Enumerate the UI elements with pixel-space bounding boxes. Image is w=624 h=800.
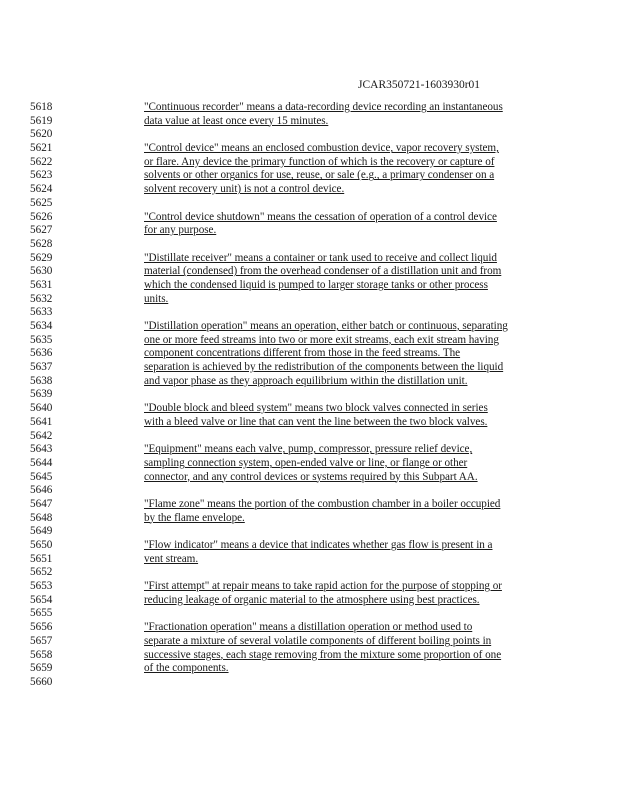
line-number: 5660 (30, 675, 53, 688)
text-line (0, 347, 624, 361)
text-line (0, 662, 624, 676)
line-text: "Flow indicator" means a device that indicates whether gas flow is present in a (144, 539, 493, 551)
text-line (0, 484, 624, 498)
line-number: 5626 (30, 210, 53, 223)
line-number: 5641 (30, 415, 53, 428)
text-line (0, 142, 624, 156)
line-number: 5635 (30, 333, 53, 346)
text-line (0, 607, 624, 621)
line-number: 5656 (30, 621, 53, 634)
line-text: solvents or other organics for use, reuse, or sale (e.g., a primary condenser on a (144, 169, 495, 182)
text-line (0, 320, 624, 334)
text-line (0, 498, 624, 512)
text-line (0, 525, 624, 539)
line-text: material (condensed) from the overhead condenser of a distillation unit and from (144, 265, 502, 278)
line-text: vent stream. (144, 552, 199, 565)
line-text: "Continuous recorder" means a data-recording device recording an instantaneous (144, 101, 503, 113)
line-number: 5650 (30, 539, 53, 551)
line-text: units. (144, 292, 169, 305)
line-number: 5623 (30, 169, 53, 182)
text-line (0, 101, 624, 115)
line-text: "First attempt" at repair means to take rapid action for the purpose of stopping or (144, 580, 502, 593)
line-number: 5633 (30, 306, 53, 319)
text-line (0, 156, 624, 170)
text-line (0, 443, 624, 457)
line-numbered-text-body (0, 101, 624, 690)
line-number: 5634 (30, 320, 53, 332)
text-line (0, 388, 624, 402)
line-number: 5657 (30, 634, 53, 647)
text-line (0, 553, 624, 567)
text-line (0, 512, 624, 526)
line-text: which the condensed liquid is pumped to larger storage tanks or other process (144, 278, 488, 291)
line-text: "Flame zone" means the portion of the combustion chamber in a boiler occupied (144, 497, 501, 510)
line-text: and vapor phase as they approach equilibrium within the distillation unit. (144, 374, 468, 387)
text-line (0, 252, 624, 266)
line-number: 5618 (30, 101, 53, 113)
text-line (0, 265, 624, 279)
line-number: 5625 (30, 196, 53, 209)
line-number: 5624 (30, 183, 53, 196)
line-text: sampling connection system, open-ended valve or line, or flange or other (144, 456, 468, 469)
line-number: 5620 (30, 128, 53, 141)
line-number: 5643 (30, 443, 53, 456)
text-line (0, 306, 624, 320)
text-line (0, 279, 624, 293)
line-text: for any purpose. (144, 224, 217, 237)
line-number: 5636 (30, 347, 53, 360)
line-text: one or more feed streams into two or more exit streams, each exit stream having (144, 333, 499, 346)
line-text: separation is achieved by the redistribution of the components between the liquid (144, 361, 504, 374)
text-line (0, 211, 624, 225)
line-number: 5659 (30, 662, 53, 675)
line-number: 5637 (30, 361, 53, 374)
line-number: 5619 (30, 114, 53, 127)
document-id-header: JCAR350721-1603930r01 (358, 79, 481, 91)
line-number: 5628 (30, 237, 53, 250)
line-number: 5629 (30, 251, 53, 264)
line-number: 5645 (30, 470, 53, 483)
line-text: separate a mixture of several volatile components of different boiling points in (144, 634, 492, 647)
text-line (0, 621, 624, 635)
text-line (0, 402, 624, 416)
text-line (0, 375, 624, 389)
line-number: 5652 (30, 566, 53, 579)
line-text: connector, and any control devices or systems required by this Subpart AA. (144, 470, 478, 483)
line-number: 5649 (30, 525, 53, 538)
text-line (0, 430, 624, 444)
line-number: 5621 (30, 142, 53, 155)
line-number: 5630 (30, 265, 53, 278)
line-number: 5639 (30, 388, 53, 401)
text-line (0, 416, 624, 430)
text-line (0, 566, 624, 580)
line-text: with a bleed valve or line that can vent the line between the two block valves. (144, 415, 488, 428)
line-number: 5638 (30, 374, 53, 387)
line-text: "Fractionation operation" means a distillation operation or method used to (144, 621, 473, 634)
line-text: data value at least once every 15 minutes. (144, 114, 329, 127)
text-line (0, 115, 624, 129)
line-text: by the flame envelope. (144, 511, 245, 524)
text-line (0, 224, 624, 238)
text-line (0, 457, 624, 471)
text-line (0, 183, 624, 197)
line-number: 5642 (30, 429, 53, 442)
text-line (0, 361, 624, 375)
line-number: 5632 (30, 292, 53, 305)
text-line (0, 334, 624, 348)
line-text: component concentrations different from those in the feed streams. The (144, 347, 461, 360)
line-number: 5654 (30, 593, 53, 606)
line-text: successive stages, each stage removing from the mixture some proportion of one (144, 648, 502, 661)
line-number: 5648 (30, 511, 53, 524)
line-number: 5640 (30, 402, 53, 415)
text-line (0, 649, 624, 663)
line-number: 5647 (30, 497, 53, 510)
line-number: 5631 (30, 278, 53, 291)
text-line (0, 676, 624, 690)
line-number: 5627 (30, 224, 53, 237)
line-text: of the components. (144, 662, 229, 675)
line-text: or flare. Any device the primary function of which is the recovery or capture of (144, 155, 495, 168)
line-number: 5653 (30, 580, 53, 593)
text-line (0, 539, 624, 553)
line-number: 5622 (30, 155, 53, 168)
line-text: "Distillation operation" means an operation, either batch or continuous, separating (144, 320, 508, 332)
text-line (0, 128, 624, 142)
text-line (0, 635, 624, 649)
text-line (0, 594, 624, 608)
text-line (0, 169, 624, 183)
text-line (0, 197, 624, 211)
text-line (0, 293, 624, 307)
line-text: "Distillate receiver" means a container or tank used to receive and collect liquid (144, 251, 497, 264)
line-text: reducing leakage of organic material to the atmosphere using best practices. (144, 593, 480, 606)
line-number: 5646 (30, 484, 53, 497)
text-line (0, 238, 624, 252)
line-number: 5644 (30, 456, 53, 469)
text-line (0, 580, 624, 594)
line-text: "Control device" means an enclosed combustion device, vapor recovery system, (144, 142, 499, 155)
line-text: "Control device shutdown" means the cessation of operation of a control device (144, 210, 497, 223)
line-text: solvent recovery unit) is not a control device. (144, 183, 345, 196)
line-text: "Double block and bleed system" means two block valves connected in series (144, 402, 488, 415)
line-number: 5658 (30, 648, 53, 661)
line-text: "Equipment" means each valve, pump, compressor, pressure relief device, (144, 443, 473, 456)
text-line (0, 471, 624, 485)
line-number: 5651 (30, 552, 53, 565)
line-number: 5655 (30, 607, 53, 620)
